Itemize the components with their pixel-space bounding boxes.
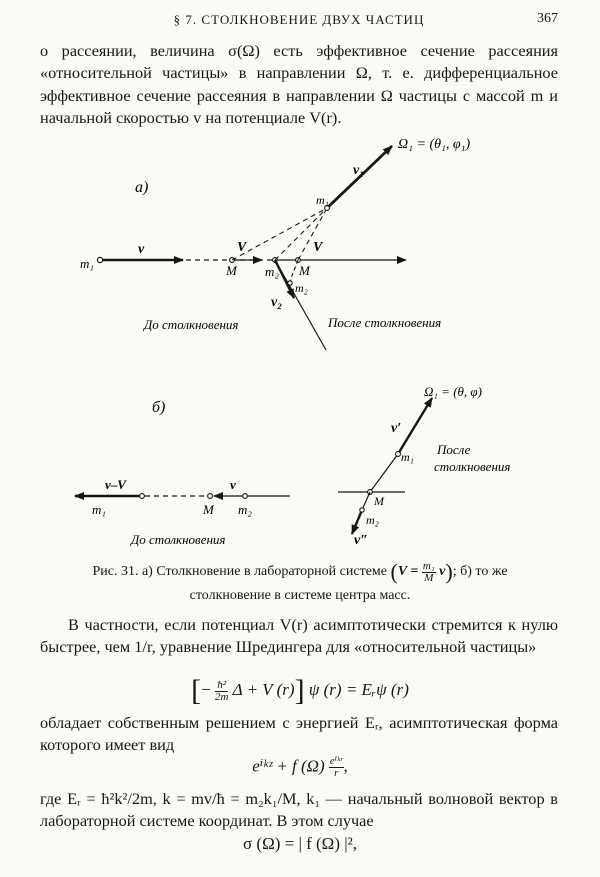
label-V-left: V: [237, 240, 247, 255]
label-b-m2-out: m₂: [366, 513, 379, 527]
label-b-M: M: [203, 502, 214, 517]
page-header: [40, 12, 558, 34]
caption-fraction: [422, 561, 436, 584]
m2-out-point: [288, 281, 292, 285]
paragraph-4: где Eᵣ = ħ²k²/2m, k = mv/ħ = m₂k₁/M, k₁ — начальный волновой вектор в лабораторной системе координат. В этом случае: [40, 789, 558, 831]
b-line-M-m2: [362, 492, 370, 510]
label-v2: v₂: [271, 295, 283, 310]
running-title: § 7. СТОЛКНОВЕНИЕ ДВУХ ЧАСТИЦ: [173, 12, 425, 27]
b-m1-out-point: [396, 452, 401, 457]
cross-section-formula: σ (Ω) = | f (Ω) |²,: [243, 834, 357, 853]
formula2-fraction: [329, 756, 344, 779]
label-V-right: V: [313, 240, 323, 255]
label-M-left: M: [226, 263, 237, 278]
label-v1: v₁: [353, 163, 365, 178]
asymptotic-form: [0, 756, 600, 779]
label-v-a: v: [138, 242, 145, 257]
label-before-a: До столкновения: [144, 317, 239, 332]
b-m2-point: [243, 494, 248, 499]
label-b-after-1: После: [437, 442, 471, 457]
caption-frac-num: m₁: [422, 559, 435, 572]
label-b-m2: m₂: [238, 502, 252, 517]
label-omega-b: Ω₁ = (θ, φ): [424, 384, 482, 399]
b-vprime-arrow: [398, 398, 432, 454]
paragraph-3: обладает собственным решением с энергией Eᵣ, асимптотическая форма которого имеет вид: [40, 713, 558, 755]
label-b-m1-out: m₁: [401, 450, 414, 464]
schrodinger-equation: [− $\frac{\text{ħ²}}{2m}$ Δ + V (r)] ψ (r) = Eᵣψ (r): [191, 674, 409, 707]
dashed-line-M-m2: [290, 260, 298, 281]
formula2-frac-den: r: [334, 767, 339, 779]
b-M-point: [208, 494, 213, 499]
label-b-m1: m₁: [92, 502, 106, 517]
figure-31: [0, 128, 600, 598]
formula1-rest: Δ + V (r): [232, 679, 295, 699]
part-a-label: а): [135, 179, 149, 196]
figure-caption: [40, 560, 560, 608]
m1-point: [97, 257, 102, 262]
part-b-label: б): [152, 399, 166, 416]
b-m2-out-point: [360, 508, 364, 512]
label-m2-a: m₂: [265, 264, 279, 279]
b-vdouble-arrow: [352, 510, 362, 534]
formula1-tail: ψ (r) = Eᵣψ (r): [308, 679, 409, 699]
outgoing-m2-arrow: [275, 260, 294, 298]
figure-31-svg: [0, 128, 600, 598]
label-b-v: v: [230, 477, 236, 492]
formula1-frac-den: 2m: [214, 690, 229, 703]
caption-prefix: Рис. 31. а) Столкновение в лабораторной системе: [92, 564, 387, 580]
formula2-frac-num: eⁱᵏʳ: [329, 755, 343, 767]
formula1-frac-num: ħ²: [215, 680, 228, 692]
label-m1-a: m₁: [80, 256, 94, 271]
label-b-M-out: M: [374, 494, 384, 508]
label-vdouble: v″: [354, 533, 368, 548]
paragraph-2: В частности, если потенциал V(r) асимптотически стремится к нулю быстрее, чем 1/r, уравнение Шредингера для «относительной частицы»: [40, 615, 558, 657]
formula2-left: eⁱᵏᶻ + f (Ω): [252, 756, 325, 776]
caption-line-1: Рис. 31. а) Столкновение в лабораторной системе (V = $\frac{\text{m₁}}{M}$ v); б) то же: [92, 559, 508, 584]
formula2-tail: ,: [343, 756, 348, 776]
b-m1-point: [140, 494, 145, 499]
formula1-fraction: [215, 680, 228, 703]
caption-frac-den: M: [424, 571, 434, 584]
caption-eq-lhs: V =: [397, 564, 419, 580]
label-b-vV: v–V: [105, 477, 126, 492]
label-after-a: После столкновения: [328, 315, 442, 330]
label-M-right: M: [299, 263, 310, 278]
caption-line-2: столкновение в системе центра масс.: [189, 588, 411, 604]
label-m2-out: m₂: [295, 281, 308, 295]
page-number: 367: [537, 11, 558, 26]
label-vprime: v′: [391, 421, 402, 436]
label-omega-a: Ω₁ = (θ₁, φ₁): [398, 137, 471, 152]
paragraph-1: о рассеянии, величина σ(Ω) есть эффективное сечение рассеяния «относительной частицы» в направлении Ω, т. е. дифференциальное эффективное сечение рассеяния в направлении Ω частицы с массой m и начальной скоростью v на потенциале V(r).: [40, 41, 558, 128]
caption-suffix: ; б) то же: [452, 564, 508, 580]
b-line-M-m1: [370, 454, 398, 492]
label-b-before: До столкновения: [131, 532, 226, 547]
caption-eq-rhs: v: [439, 564, 446, 580]
formula1-minus: −: [201, 679, 211, 699]
label-m1-out: m₁: [316, 193, 329, 207]
label-b-after-2: столкновения: [434, 459, 511, 474]
